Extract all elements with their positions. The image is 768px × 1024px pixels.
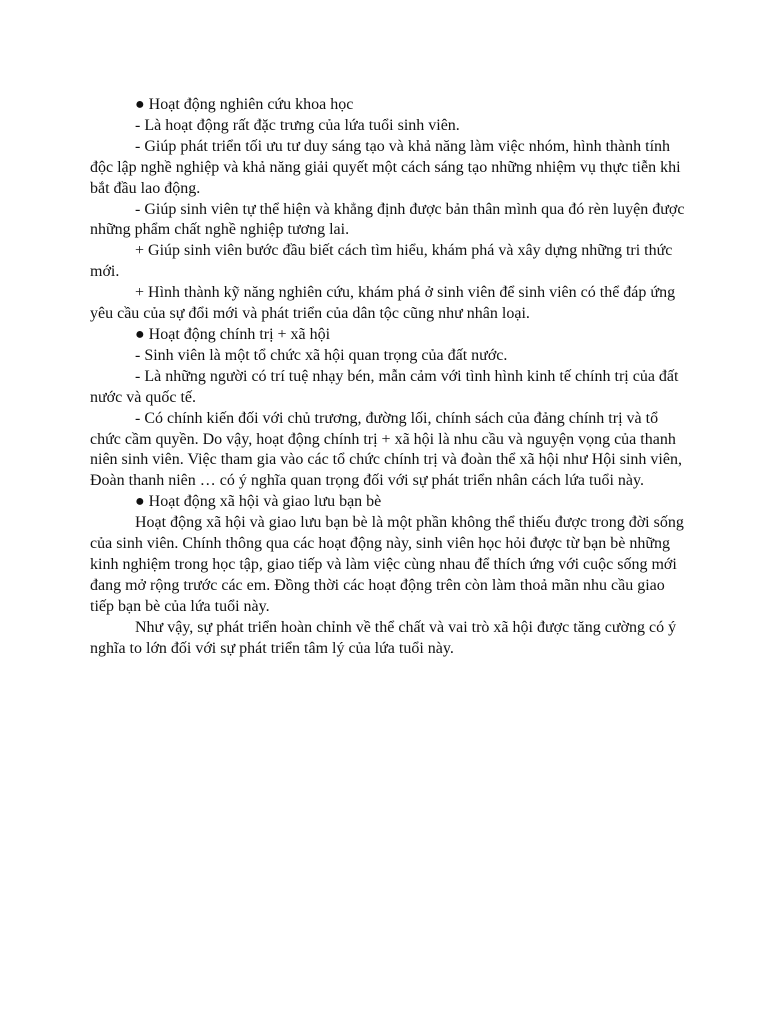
paragraph: Hoạt động xã hội và giao lưu bạn bè là một phần không thể thiếu được trong đời sống của sinh viên. Chính thông qua các hoạt động này, sinh viên học hỏi được từ bạn bè những kinh nghiệm trong học tập, giao tiếp và làm việc cùng nhau để thích ứng với cuộc sống mới đang mở rộng trước các em. Đồng thời các hoạt động trên còn làm thoả mãn nhu cầu giao tiếp bạn bè của lứa tuổi này. bbox=[90, 514, 684, 615]
paragraph: Như vậy, sự phát triển hoàn chỉnh về thể chất và vai trò xã hội được tăng cường có ý nghĩa to lớn đối với sự phát triển tâm lý của lứa tuổi này. bbox=[90, 618, 677, 657]
paragraph: + Hình thành kỹ năng nghiên cứu, khám phá ở sinh viên để sinh viên có thể đáp ứng yêu cầu của sự đổi mới và phát triển của dân tộc cũng như nhân loại. bbox=[90, 284, 676, 323]
paragraph: + Giúp sinh viên bước đầu biết cách tìm hiểu, khám phá và xây dựng những tri thức mới. bbox=[90, 242, 673, 281]
heading-social-friendship-activity: ● Hoạt động xã hội và giao lưu bạn bè bbox=[135, 493, 382, 511]
heading-research-activity: ● Hoạt động nghiên cứu khoa học bbox=[135, 96, 354, 113]
paragraph: - Là những người có trí tuệ nhạy bén, mẫn cảm với tình hình kinh tế chính trị của đất nước và quốc tế. bbox=[90, 367, 679, 406]
paragraph: - Giúp sinh viên tự thể hiện và khẳng định được bản thân mình qua đó rèn luyện được những phẩm chất nghề nghiệp tương lai. bbox=[90, 200, 685, 239]
paragraph: - Sinh viên là một tổ chức xã hội quan trọng của đất nước. bbox=[135, 346, 508, 364]
document-body bbox=[90, 95, 690, 659]
paragraph: - Giúp phát triển tối ưu tư duy sáng tạo và khả năng làm việc nhóm, hình thành tính độc lập nghề nghiệp và khả năng giải quyết một cách sáng tạo những nhiệm vụ thực tiễn khi bắt đầu lao động. bbox=[90, 137, 681, 197]
heading-political-social-activity: ● Hoạt động chính trị + xã hội bbox=[135, 325, 331, 343]
paragraph: - Là hoạt động rất đặc trưng của lứa tuổi sinh viên. bbox=[135, 116, 460, 134]
paragraph: - Có chính kiến đối với chủ trương, đường lối, chính sách của đảng chính trị và tổ chức cầm quyền. Do vậy, hoạt động chính trị + xã hội là nhu cầu và nguyện vọng của thanh niên sinh viên. Việc tham gia vào các tổ chức chính trị và đoàn thể xã hội như Hội sinh viên, Đoàn thanh niên … có ý nghĩa quan trọng đối với sự phát triển nhân cách lứa tuổi này. bbox=[90, 409, 682, 490]
